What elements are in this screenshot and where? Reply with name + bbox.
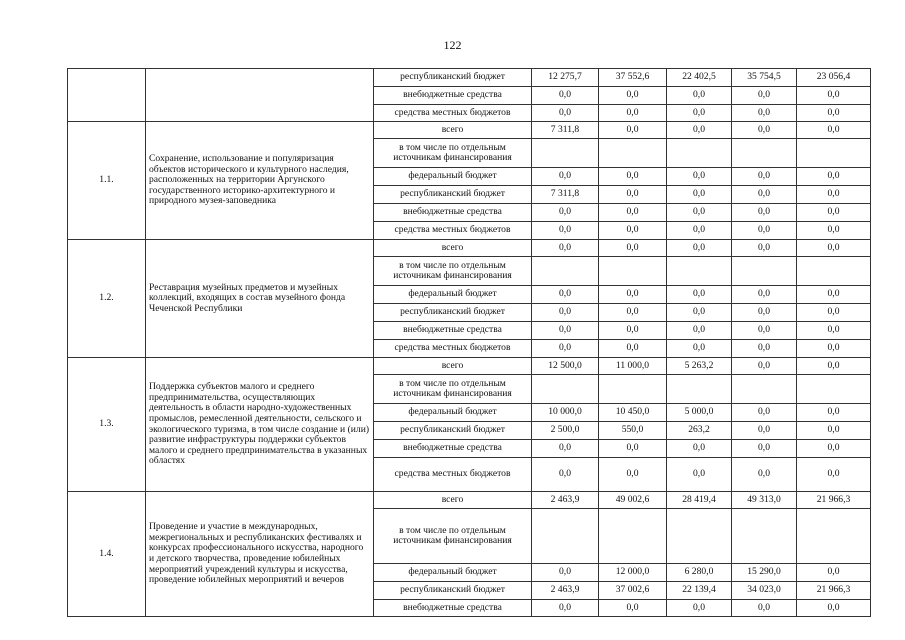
item-number-cell	[68, 69, 146, 122]
value-cell: 0,0	[667, 204, 732, 222]
value-cell: 15 290,0	[732, 564, 797, 582]
value-cell: 0,0	[532, 458, 599, 492]
value-cell: 0,0	[732, 168, 797, 186]
value-cell: 0,0	[797, 458, 871, 492]
value-cell: 0,0	[797, 204, 871, 222]
value-cell: 0,0	[732, 240, 797, 257]
value-cell: 0,0	[797, 422, 871, 440]
value-cell	[732, 375, 797, 404]
item-name: Реставрация музейных предметов и музейных коллекций, входящих в состав музейного фонда Чеченской Республики	[146, 240, 374, 358]
budget-table	[67, 68, 871, 617]
value-cell: 0,0	[599, 304, 667, 322]
value-cell: 0,0	[599, 168, 667, 186]
value-cell: 0,0	[532, 204, 599, 222]
value-cell: 12 275,7	[532, 69, 599, 87]
value-cell	[797, 139, 871, 168]
funding-source-cell: средства местных бюджетов	[374, 458, 532, 492]
value-cell: 0,0	[667, 304, 732, 322]
value-cell: 0,0	[732, 422, 797, 440]
funding-source-cell: внебюджетные средства	[374, 440, 532, 458]
value-cell: 0,0	[797, 286, 871, 304]
value-cell: 0,0	[532, 304, 599, 322]
value-cell: 0,0	[797, 304, 871, 322]
table-row	[68, 240, 871, 257]
value-cell: 0,0	[797, 87, 871, 105]
value-cell	[532, 375, 599, 404]
value-cell: 0,0	[732, 204, 797, 222]
funding-source-cell: всего	[374, 492, 532, 509]
funding-source-cell: федеральный бюджет	[374, 168, 532, 186]
value-cell: 0,0	[532, 105, 599, 122]
value-cell: 0,0	[599, 322, 667, 340]
value-cell	[732, 139, 797, 168]
value-cell: 0,0	[667, 87, 732, 105]
value-cell: 12 500,0	[532, 358, 599, 375]
value-cell: 0,0	[667, 286, 732, 304]
item-name: Проведение и участие в международных, межрегиональных и республиканских фестивалях и конкурсах профессионального искусства, народного и детского творчества, проведение юбилейных мероприятий учреждений культуры и искусства, проведение юбилейных мероприятий и вечеров	[146, 492, 374, 617]
funding-source-cell: внебюджетные средства	[374, 600, 532, 617]
value-cell: 0,0	[732, 122, 797, 139]
value-cell: 0,0	[667, 322, 732, 340]
value-cell: 0,0	[667, 340, 732, 358]
value-cell: 22 402,5	[667, 69, 732, 87]
value-cell: 37 552,6	[599, 69, 667, 87]
value-cell: 0,0	[732, 222, 797, 240]
value-cell	[599, 257, 667, 286]
value-cell: 0,0	[797, 340, 871, 358]
value-cell	[797, 509, 871, 564]
value-cell: 263,2	[667, 422, 732, 440]
value-cell: 0,0	[532, 168, 599, 186]
value-cell: 0,0	[599, 240, 667, 257]
value-cell: 5 000,0	[667, 404, 732, 422]
value-cell: 0,0	[599, 340, 667, 358]
funding-source-cell: всего	[374, 122, 532, 139]
value-cell: 0,0	[732, 286, 797, 304]
value-cell: 0,0	[532, 240, 599, 257]
value-cell: 550,0	[599, 422, 667, 440]
value-cell: 0,0	[599, 122, 667, 139]
value-cell: 0,0	[667, 122, 732, 139]
value-cell: 0,0	[797, 240, 871, 257]
value-cell: 0,0	[599, 204, 667, 222]
value-cell	[732, 509, 797, 564]
funding-source-cell: внебюджетные средства	[374, 204, 532, 222]
value-cell: 0,0	[532, 440, 599, 458]
value-cell: 0,0	[732, 404, 797, 422]
page-number: 122	[443, 38, 462, 52]
value-cell: 2 463,9	[532, 492, 599, 509]
value-cell: 0,0	[797, 564, 871, 582]
value-cell: 0,0	[732, 105, 797, 122]
value-cell	[599, 509, 667, 564]
value-cell: 0,0	[599, 105, 667, 122]
value-cell: 0,0	[599, 186, 667, 204]
value-cell: 0,0	[667, 600, 732, 617]
value-cell: 23 056,4	[797, 69, 871, 87]
value-cell	[667, 139, 732, 168]
item-number: 1.3.	[68, 358, 146, 492]
value-cell: 35 754,5	[732, 69, 797, 87]
item-name: Поддержка субъектов малого и среднего предпринимательства, осуществляющих деятельность в области народно-художественных промыслов, ремесленной деятельности, сельского и экологического туризма, в том числе создание и (или) развитие инфраструктуры поддержки субъектов малого и среднего предпринимательства в указанных областях	[146, 358, 374, 492]
funding-source-cell: всего	[374, 240, 532, 257]
value-cell	[797, 375, 871, 404]
funding-source-cell: всего	[374, 358, 532, 375]
funding-source-cell: федеральный бюджет	[374, 564, 532, 582]
value-cell	[532, 509, 599, 564]
value-cell: 7 311,8	[532, 186, 599, 204]
value-cell	[532, 139, 599, 168]
value-cell: 0,0	[532, 87, 599, 105]
value-cell: 0,0	[797, 404, 871, 422]
value-cell: 0,0	[732, 358, 797, 375]
value-cell	[599, 139, 667, 168]
value-cell: 37 002,6	[599, 582, 667, 600]
value-cell: 0,0	[732, 322, 797, 340]
value-cell: 0,0	[532, 564, 599, 582]
funding-source-cell: в том числе по отдельным источникам финансирования	[374, 139, 532, 168]
value-cell: 0,0	[797, 600, 871, 617]
table-row	[68, 69, 871, 87]
funding-source-cell: республиканский бюджет	[374, 186, 532, 204]
value-cell: 0,0	[797, 322, 871, 340]
funding-source-cell: средства местных бюджетов	[374, 222, 532, 240]
value-cell: 0,0	[732, 458, 797, 492]
value-cell: 28 419,4	[667, 492, 732, 509]
value-cell: 0,0	[532, 286, 599, 304]
value-cell: 0,0	[732, 340, 797, 358]
value-cell	[667, 257, 732, 286]
funding-source-cell: республиканский бюджет	[374, 582, 532, 600]
item-name: Сохранение, использование и популяризация объектов исторического и культурного наследия, расположенных на территории Аргунского государственного историко-архитектурного и природного музея-заповедника	[146, 122, 374, 240]
funding-source-cell: внебюджетные средства	[374, 87, 532, 105]
value-cell: 34 023,0	[732, 582, 797, 600]
funding-source-cell: средства местных бюджетов	[374, 105, 532, 122]
funding-source-cell: республиканский бюджет	[374, 304, 532, 322]
value-cell	[732, 257, 797, 286]
value-cell: 0,0	[667, 186, 732, 204]
value-cell: 0,0	[667, 440, 732, 458]
value-cell: 0,0	[599, 286, 667, 304]
value-cell: 49 002,6	[599, 492, 667, 509]
value-cell: 0,0	[732, 186, 797, 204]
item-number: 1.4.	[68, 492, 146, 617]
value-cell: 0,0	[732, 600, 797, 617]
table-row	[68, 492, 871, 509]
value-cell: 0,0	[732, 304, 797, 322]
value-cell: 0,0	[797, 186, 871, 204]
table-row	[68, 358, 871, 375]
value-cell: 6 280,0	[667, 564, 732, 582]
value-cell: 10 000,0	[532, 404, 599, 422]
value-cell: 2 463,9	[532, 582, 599, 600]
value-cell: 0,0	[667, 222, 732, 240]
value-cell: 0,0	[599, 87, 667, 105]
funding-source-cell: республиканский бюджет	[374, 422, 532, 440]
value-cell: 22 139,4	[667, 582, 732, 600]
value-cell: 0,0	[732, 440, 797, 458]
value-cell: 11 000,0	[599, 358, 667, 375]
value-cell	[599, 375, 667, 404]
funding-source-cell: в том числе по отдельным источникам финансирования	[374, 375, 532, 404]
value-cell: 0,0	[797, 105, 871, 122]
value-cell: 5 263,2	[667, 358, 732, 375]
value-cell: 0,0	[667, 458, 732, 492]
value-cell: 10 450,0	[599, 404, 667, 422]
value-cell: 0,0	[599, 222, 667, 240]
value-cell: 0,0	[797, 222, 871, 240]
value-cell: 7 311,8	[532, 122, 599, 139]
value-cell: 49 313,0	[732, 492, 797, 509]
funding-source-cell: внебюджетные средства	[374, 322, 532, 340]
value-cell: 0,0	[667, 240, 732, 257]
value-cell: 0,0	[599, 440, 667, 458]
funding-source-cell: средства местных бюджетов	[374, 340, 532, 358]
table-row	[68, 122, 871, 139]
value-cell: 21 966,3	[797, 582, 871, 600]
value-cell: 0,0	[532, 600, 599, 617]
value-cell: 12 000,0	[599, 564, 667, 582]
value-cell	[667, 375, 732, 404]
value-cell: 2 500,0	[532, 422, 599, 440]
value-cell: 0,0	[599, 458, 667, 492]
value-cell: 0,0	[667, 168, 732, 186]
value-cell: 0,0	[667, 105, 732, 122]
value-cell: 0,0	[797, 122, 871, 139]
value-cell	[797, 257, 871, 286]
funding-source-cell: федеральный бюджет	[374, 286, 532, 304]
value-cell: 0,0	[797, 440, 871, 458]
value-cell	[532, 257, 599, 286]
value-cell: 0,0	[599, 600, 667, 617]
funding-source-cell: федеральный бюджет	[374, 404, 532, 422]
item-name-cell	[146, 69, 374, 122]
value-cell: 0,0	[532, 222, 599, 240]
value-cell: 21 966,3	[797, 492, 871, 509]
funding-source-cell: в том числе по отдельным источникам финансирования	[374, 257, 532, 286]
value-cell	[667, 509, 732, 564]
item-number: 1.1.	[68, 122, 146, 240]
value-cell: 0,0	[797, 168, 871, 186]
value-cell: 0,0	[732, 87, 797, 105]
funding-source-cell: республиканский бюджет	[374, 69, 532, 87]
value-cell: 0,0	[532, 340, 599, 358]
item-number: 1.2.	[68, 240, 146, 358]
value-cell: 0,0	[532, 322, 599, 340]
funding-source-cell: в том числе по отдельным источникам финансирования	[374, 509, 532, 564]
value-cell: 0,0	[797, 358, 871, 375]
